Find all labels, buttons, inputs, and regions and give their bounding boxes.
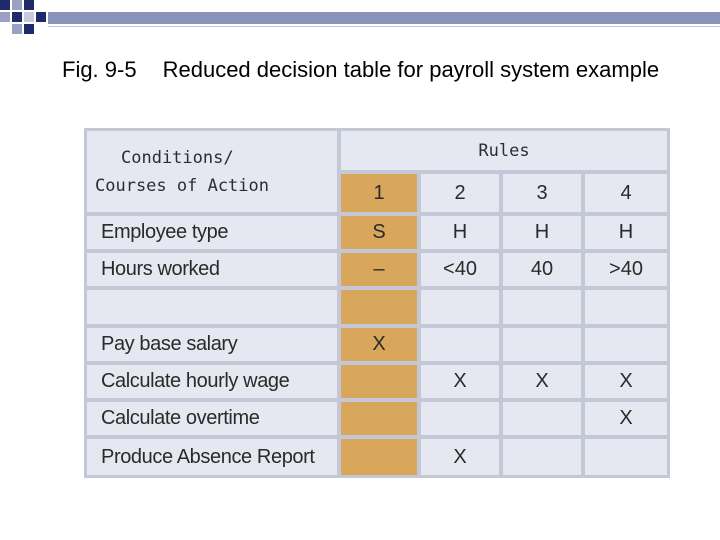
decoration-bar [48,12,720,24]
empty-cell [341,290,417,324]
table-cell: X [503,365,581,398]
decoration-square [12,12,22,22]
table-cell [341,365,417,398]
decoration-square [0,12,10,22]
figure-number: Fig. 9-5 [62,57,137,82]
decoration-square [0,0,10,10]
table-cell: X [421,439,499,475]
decoration-line [48,26,720,27]
decoration-square [24,24,34,34]
action-label: Produce Absence Report [87,439,337,475]
table-cell [503,439,581,475]
table-cell [503,402,581,435]
rule-number: 1 [341,174,417,212]
table-cell: H [585,216,667,249]
table-cell: H [421,216,499,249]
figure-title: Reduced decision table for payroll system example [162,57,660,82]
empty-cell [87,290,337,324]
table-cell [421,402,499,435]
table-cell [585,328,667,361]
rules-header: Rules [341,131,667,170]
table-cell [503,328,581,361]
condition-label: Employee type [87,216,337,249]
table-cell: 40 [503,253,581,286]
table-cell [341,402,417,435]
table-row [87,253,667,286]
table-row [87,216,667,249]
separator-row [87,290,667,324]
rule-number-row [87,174,667,212]
table-cell: – [341,253,417,286]
table-cell: X [341,328,417,361]
empty-cell [503,290,581,324]
decoration-square [36,12,46,22]
table-row [87,439,667,475]
rule-number: 2 [421,174,499,212]
table-row [87,365,667,398]
table-row [87,402,667,435]
table-cell: H [503,216,581,249]
decoration-square [24,12,34,22]
table-row [87,328,667,361]
decoration-square [12,0,22,10]
conditions-header-line2: Courses of Action [95,175,269,196]
slide-decoration [0,0,720,40]
table-cell: >40 [585,253,667,286]
figure-caption [62,55,662,84]
action-label: Pay base salary [87,328,337,361]
table-cell [341,439,417,475]
empty-cell [421,290,499,324]
action-label: Calculate overtime [87,402,337,435]
rule-number: 3 [503,174,581,212]
conditions-header-line1: Conditions/ [121,147,234,168]
table-cell: X [585,365,667,398]
table-cell: S [341,216,417,249]
decision-table [84,128,670,478]
table-cell [421,328,499,361]
action-label: Calculate hourly wage [87,365,337,398]
condition-label: Hours worked [87,253,337,286]
table-cell: <40 [421,253,499,286]
decoration-square [24,0,34,10]
table-cell: X [585,402,667,435]
rule-number: 4 [585,174,667,212]
decoration-square [12,24,22,34]
table-cell [585,439,667,475]
table-cell: X [421,365,499,398]
empty-cell [585,290,667,324]
